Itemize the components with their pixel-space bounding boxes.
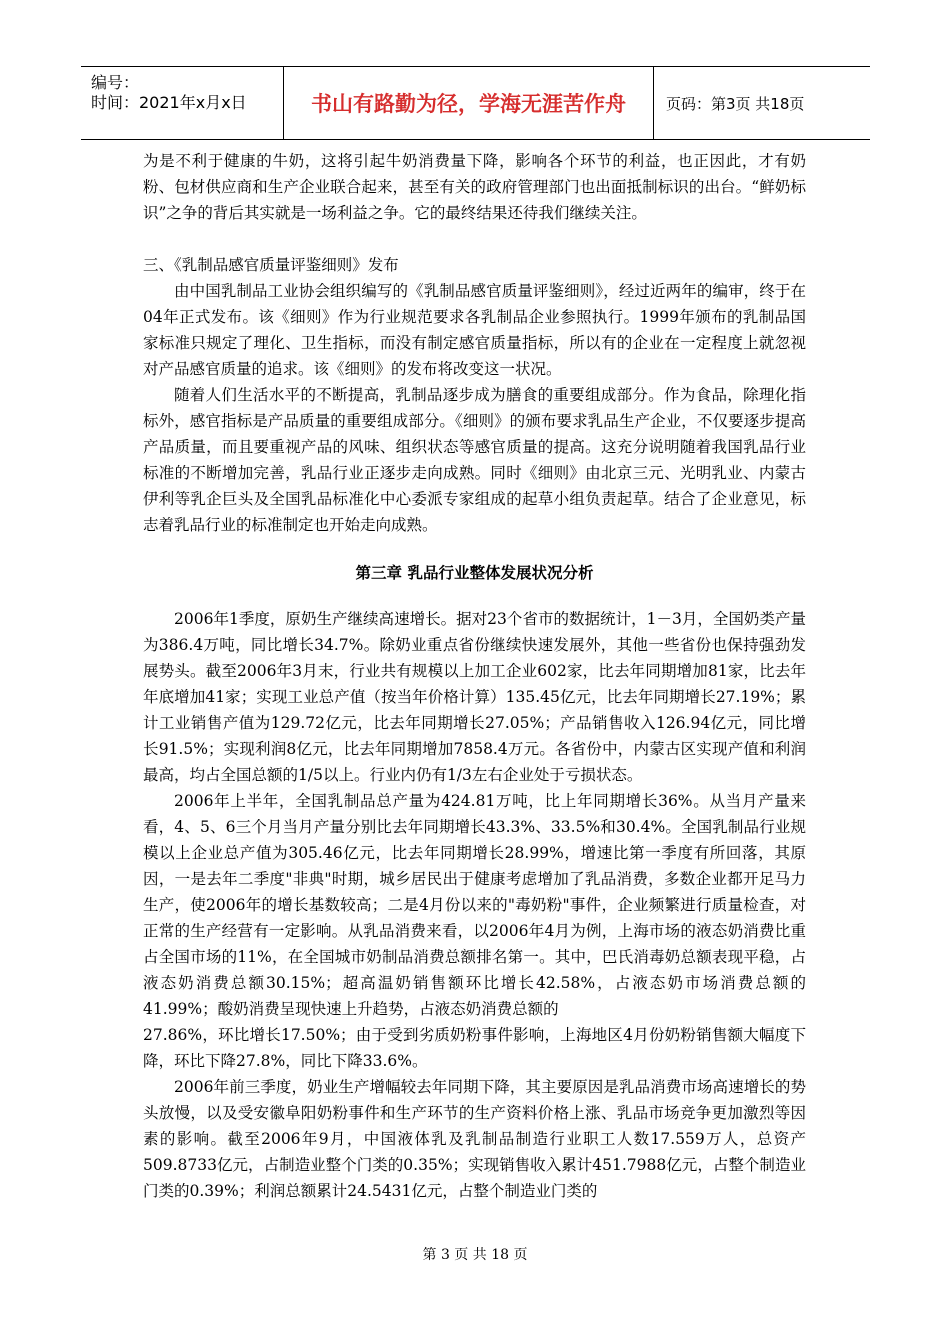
paragraph: 2006年1季度，原奶生产继续高速增长。据对23个省市的数据统计，1－3月，全国奶类产量为386.4万吨，同比增长34.7%。除奶业重点省份继续快速发展外，其他一些省份也保持强劲发展势头。截至2006年3月末，行业共有规模以上加工企业602家，比去年同期增加81家，比去年年底增加41家；实现工业总产值（按当年价格计算）135.45亿元，比去年同期增长27.19%；累计工业销售产值为129.72亿元，比去年同期增长27.05%；产品销售收入126.94亿元，同比增长91.5%；实现利润8亿元，比去年同期增加7858.4万元。各省份中，内蒙古区实现产值和利润最高，均占全国总额的1/5以上。行业内仍有1/3左右企业处于亏损状态。 bbox=[143, 610, 806, 784]
section-3-title: 三、《乳制品感官质量评鉴细则》发布 bbox=[143, 256, 399, 274]
paragraph: 随着人们生活水平的不断提高，乳制品逐步成为膳食的重要组成部分。作为食品，除理化指标外，感官指标是产品质量的重要组成部分。《细则》的颁布要求乳品生产企业，不仅要逐步提高产品质量，而且要重视产品的风味、组织状态等感官质量的提高。这充分说明随着我国乳品行业标准的不断增加完善，乳品行业正逐步走向成熟。同时《细则》由北京三元、光明乳业、内蒙古伊利等乳企巨头及全国乳品标准化中心委派专家组成的起草小组负责起草。结合了企业意见，标志着乳品行业的标准制定也开始走向成熟。 bbox=[143, 386, 806, 534]
header-page-label: 页码：第3页 共18页 bbox=[666, 94, 805, 113]
document-body bbox=[143, 148, 806, 1204]
page-footer: 第 3 页 共 18 页 bbox=[422, 1247, 528, 1263]
chapter-title: 第三章 乳品行业整体发展状况分析 bbox=[355, 564, 594, 582]
paragraph: 27.86%，环比增长17.50%；由于受到劣质奶粉事件影响，上海地区4月份奶粉销售额大幅度下降，环比下降27.8%，同比下降33.6%。 bbox=[143, 1026, 806, 1070]
header-meta bbox=[81, 67, 284, 139]
paragraph-continuation: 为是不利于健康的牛奶，这将引起牛奶消费量下降，影响各个环节的利益，也正因此，才有奶粉、包材供应商和生产企业联合起来，甚至有关的政府管理部门也出面抵制标识的出台。“鲜奶标识”之争的背后其实就是一场利益之争。它的最终结果还待我们继续关注。 bbox=[143, 152, 806, 222]
paragraph: 2006年上半年，全国乳制品总产量为424.81万吨，比上年同期增长36%。从当月产量来看，4、5、6三个月当月产量分别比去年同期增长43.3%、33.5%和30.4%。全国乳制品行业规模以上企业总产值为305.46亿元，比去年同期增长28.99%，增速比第一季度有所回落，其原因，一是去年二季度"非典"时期，城乡居民出于健康考虑增加了乳品消费，多数企业都开足马力生产，使2006年的增长基数较高；二是4月份以来的"毒奶粉"事件，企业频繁进行质量检查，对正常的生产经营有一定影响。从乳品消费来看，以2006年4月为例，上海市场的液态奶消费比重占全国市场的11%，在全国城市奶制品消费总额排名第一。其中，巴氏消毒奶总额表现平稳，占液态奶消费总额30.15%；超高温奶销售额环比增长42.58%，占液态奶市场消费总额的41.99%；酸奶消费呈现快速上升趋势，占液态奶消费总额的 bbox=[143, 792, 806, 1018]
page-header bbox=[81, 66, 870, 140]
header-time-label: 时间：2021年x月x日 bbox=[91, 93, 247, 112]
paragraph: 由中国乳制品工业协会组织编写的《乳制品感官质量评鉴细则》，经过近两年的编审，终于在04年正式发布。该《细则》作为行业规范要求各乳制品企业参照执行。1999年颁布的乳制品国家标准只规定了理化、卫生指标，而没有制定感官质量指标，所以有的企业在一定程度上就忽视对产品感官质量的追求。该《细则》的发布将改变这一状况。 bbox=[143, 282, 806, 378]
header-motto: 书山有路勤为径，学海无涯苦作舟 bbox=[284, 67, 654, 139]
paragraph: 2006年前三季度，奶业生产增幅较去年同期下降，其主要原因是乳品消费市场高速增长的势头放慢，以及受安徽阜阳奶粉事件和生产环节的生产资料价格上涨、乳品市场竞争更加激烈等因素的影响。截至2006年9月，中国液体乳及乳制品制造行业职工人数17.559万人，总资产509.8733亿元，占制造业整个门类的0.35%；实现销售收入累计451.7988亿元，占整个制造业门类的0.39%；利润总额累计24.5431亿元，占整个制造业门类的 bbox=[143, 1078, 806, 1200]
header-number-label: 编号： bbox=[91, 73, 140, 92]
